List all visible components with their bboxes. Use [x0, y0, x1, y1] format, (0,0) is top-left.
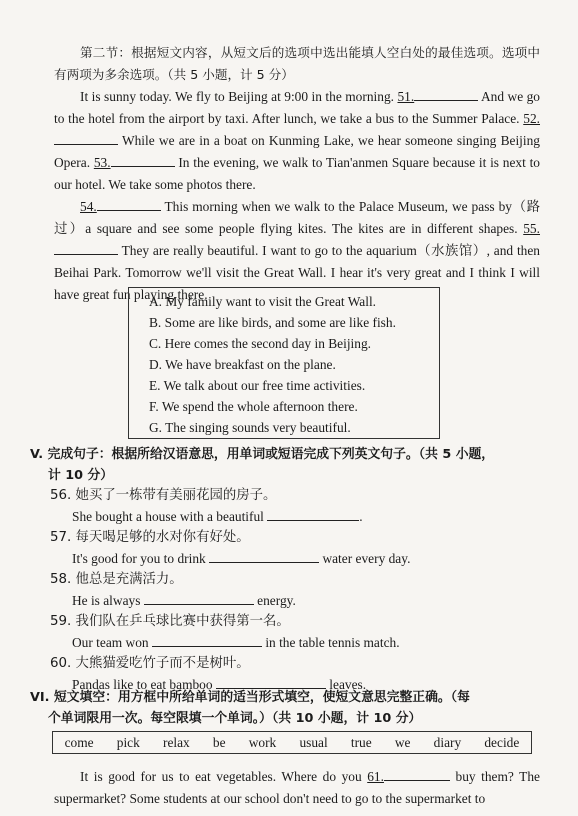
question-60-chinese: 60. 大熊猫爱吃竹子而不是树叶。 — [50, 656, 250, 671]
section-6-title-line-2: 个单词限用一次。每空限填一个单词。）（共 10 小题，计 10 分） — [48, 711, 422, 726]
question-58-english: He is always energy. — [72, 593, 296, 608]
word-bank-box — [52, 731, 532, 754]
answer-blank-61[interactable] — [384, 780, 450, 781]
word-bank-item: relax — [162, 734, 190, 750]
question-58-chinese: 58. 他总是充满活力。 — [50, 572, 183, 587]
passage-text: This morning when we walk to the Palace Museum, we pass by（路过）a square and see some people flying kites. The kites are in different shapes. — [54, 199, 540, 236]
question-59-english: Our team won in the table tennis match. — [72, 635, 400, 650]
answer-blank-51[interactable] — [414, 100, 478, 101]
question-57-english: It's good for you to drink water every day. — [72, 551, 411, 566]
blank-number: 55. — [523, 221, 540, 236]
section-5-title-line-1: V. 完成句子：根据所给汉语意思，用单词或短语完成下列英文句子。（共 5 小题， — [30, 447, 495, 462]
option-d: D. We have breakfast on the plane. — [149, 357, 336, 372]
word-bank-item: decide — [484, 734, 520, 750]
passage-text: And we go to the hotel from the airport by taxi. After lunch, we take a bus to the Summer Palace. — [54, 89, 541, 126]
answer-blank-56[interactable] — [267, 520, 359, 521]
blank-number: 61. — [367, 769, 384, 784]
passage-paragraph-1 — [54, 86, 540, 196]
word-bank-item: be — [212, 734, 226, 750]
question-56-english: She bought a house with a beautiful . — [72, 509, 363, 524]
section-6-passage: It is good for us to eat vegetables. Where do you 61. buy them? The supermarket? Some students at our school don't need to go to the supermarket to — [54, 769, 540, 806]
blank-number: 51. — [397, 89, 415, 104]
answer-blank-54[interactable] — [97, 210, 161, 211]
option-g: G. The singing sounds very beautiful. — [149, 420, 351, 435]
blank-number: 53. — [93, 155, 111, 170]
option-f: F. We spend the whole afternoon there. — [149, 399, 358, 414]
answer-blank-58[interactable] — [144, 604, 254, 605]
word-bank-item: pick — [116, 734, 140, 750]
answer-blank-55[interactable] — [54, 254, 118, 255]
option-a: A. My family want to visit the Great Wall. — [149, 294, 377, 309]
word-bank-item: diary — [433, 734, 462, 750]
passage-text: They are really beautiful. I want to go to the aquarium（水族馆）, and then Beihai Park. Tomorrow we'll visit the Great Wall. I hear it's very great and I think I will have great fun playing there. — [54, 243, 541, 302]
word-bank-item: true — [350, 734, 372, 750]
option-e: E. We talk about our free time activities. — [149, 378, 366, 393]
section-6-title — [30, 687, 550, 729]
word-bank-item: come — [64, 734, 94, 750]
option-c: C. Here comes the second day in Beijing. — [149, 336, 372, 351]
question-59-chinese: 59. 我们队在乒乓球比赛中获得第一名。 — [50, 614, 290, 629]
section-5-title-line-2: 计 10 分） — [48, 468, 114, 483]
question-57-chinese: 57. 每天喝足够的水对你有好处。 — [50, 530, 250, 545]
blank-number: 54. — [80, 199, 97, 214]
options-box — [128, 287, 440, 439]
blank-number: 52. — [523, 111, 540, 126]
option-b: B. Some are like birds, and some are like fish. — [149, 315, 396, 330]
passage-text: It is sunny today. We fly to Beijing at 9:00 in the morning. — [80, 89, 394, 104]
section-2-heading: 第二节：根据短文内容，从短文后的选项中选出能填人空白处的最佳选项。选项中有两项为多余选项。（共 5 小题，计 5 分） — [54, 45, 540, 82]
word-bank-item: work — [248, 734, 277, 750]
question-60-english: Pandas like to eat bamboo leaves. — [72, 677, 367, 692]
answer-blank-57[interactable] — [209, 562, 319, 563]
word-bank-item: we — [394, 734, 411, 750]
answer-blank-53[interactable] — [111, 166, 175, 167]
section-6-title-line-1: VI. 短文填空：用方框中所给单词的适当形式填空，使短文意思完整正确。（每 — [30, 690, 470, 705]
answer-blank-59[interactable] — [152, 646, 262, 647]
section-5-title — [30, 444, 550, 486]
question-56-chinese: 56. 她买了一栋带有美丽花园的房子。 — [50, 488, 277, 503]
passage-text: In the evening, we walk to Tian'anmen Square because it is next to our hotel. We take some photos there. — [54, 155, 540, 192]
word-bank-item: usual — [299, 734, 328, 750]
answer-blank-52[interactable] — [54, 144, 118, 145]
passage-text: While we are in a boat on Kunming Lake, we hear someone singing Beijing Opera. — [54, 133, 540, 170]
